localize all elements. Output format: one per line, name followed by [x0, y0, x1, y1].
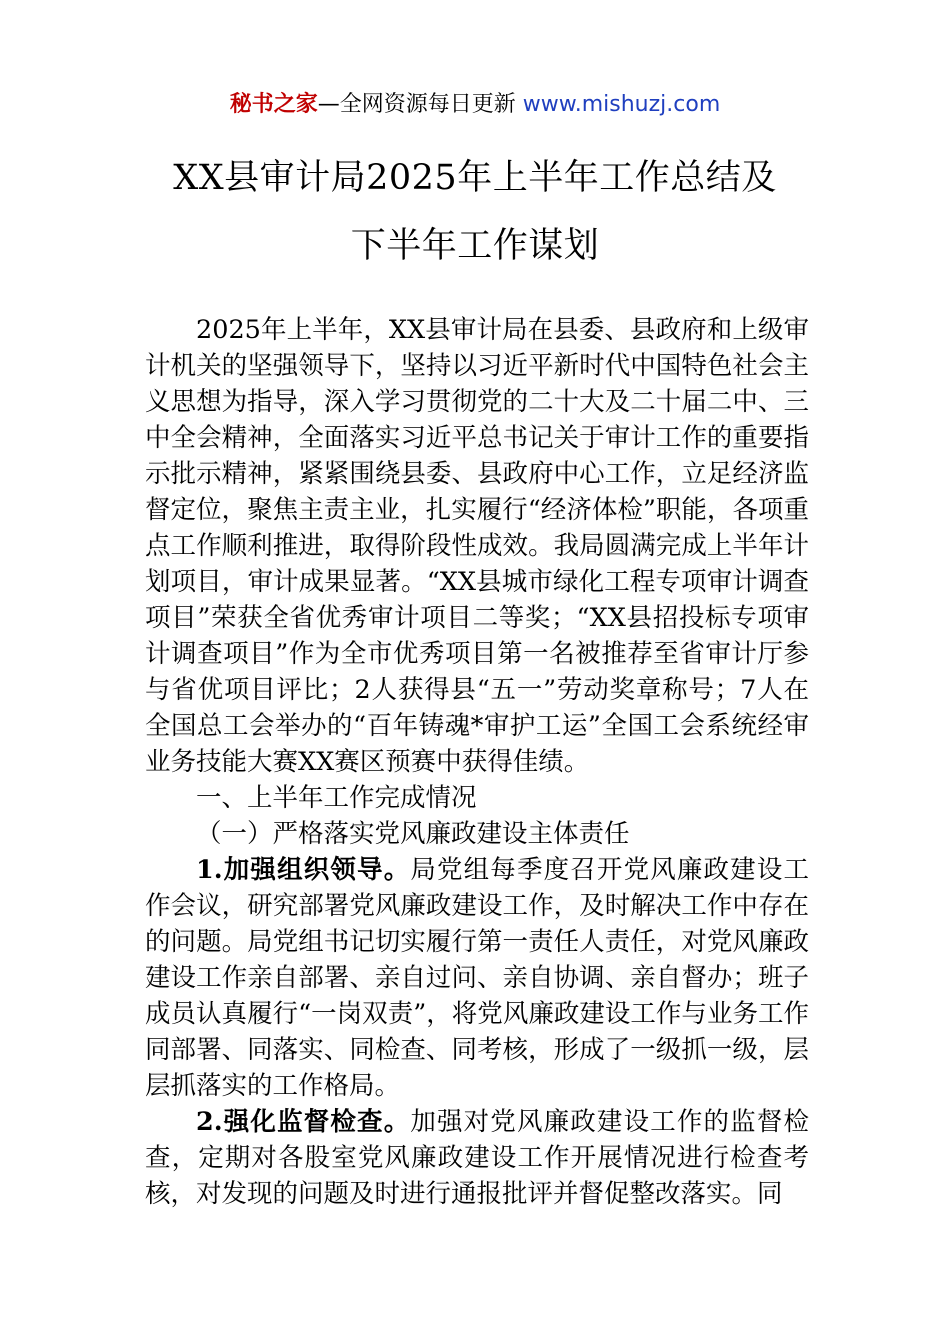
item-text: 加强对党风廉政建设工作的监督检查，定期对各股室党风廉政建设工作开展情况进行检查考核，对发现的问题及时进行通报批评并督促整改落实。同	[145, 1107, 809, 1209]
item-paragraph	[145, 852, 809, 1104]
item-heading: 2.强化监督检查。	[196, 1107, 411, 1137]
site-url-link[interactable]: www.mishuzj.com	[522, 92, 721, 117]
site-header	[0, 88, 950, 122]
section-heading: 一、上半年工作完成情况	[196, 783, 477, 813]
item-text: 局党组每季度召开党风廉政建设工作会议，研究部署党风廉政建设工作，及时解决工作中存在的问题。局党组书记切实履行第一责任人责任，对党风廉政建设工作亲自部署、亲自过问、亲自协调、亲自督办；班子成员认真履行“一岗双责”，将党风廉政建设工作与业务工作同部署、同落实、同检查、同考核，形成了一级抓一级，层层抓落实的工作格局。	[145, 855, 809, 1101]
item-heading: 1.加强组织领导。	[196, 855, 411, 885]
document-title-line2: 下半年工作谋划	[350, 226, 600, 266]
header-tagline: —全网资源每日更新	[317, 92, 516, 117]
intro-paragraph: 2025年上半年，XX县审计局在县委、县政府和上级审计机关的坚强领导下，坚持以习近平新时代中国特色社会主义思想为指导，深入学习贯彻党的二十大及二十届二中、三中全会精神，全面落实习近平总书记关于审计工作的重要指示批示精神，紧紧围绕县委、县政府中心工作，立足经济监督定位，聚焦主责主业，扎实履行“经济体检”职能，各项重点工作顺利推进，取得阶段性成效。我局圆满完成上半年计划项目，审计成果显著。“XX县城市绿化工程专项审计调查项目”荣获全省优秀审计项目二等奖；“XX县招投标专项审计调查项目”作为全市优秀项目第一名被推荐至省审计厅参与省优项目评比；2人获得县“五一”劳动奖章称号；7人在全国总工会举办的“百年铸魂*审护工运”全国工会系统经审业务技能大赛XX赛区预赛中获得佳绩。	[145, 315, 809, 777]
item-paragraph	[145, 1104, 809, 1212]
document-title-line1: XX县审计局2025年上半年工作总结及	[173, 158, 777, 198]
document-body	[145, 312, 809, 1212]
subsection-heading: （一）严格落实党风廉政建设主体责任	[196, 819, 630, 849]
brand-name: 秘书之家	[229, 92, 318, 117]
